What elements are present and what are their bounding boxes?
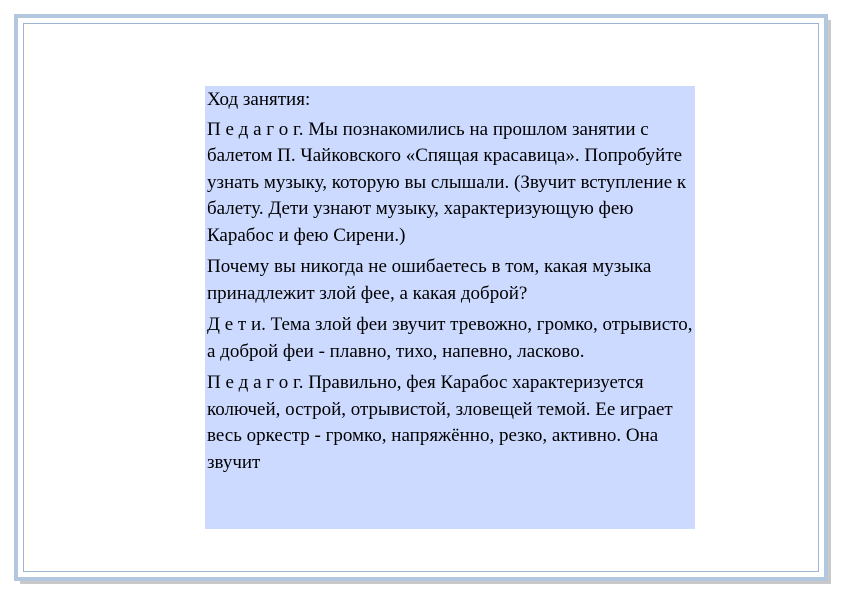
paragraph-question: Почему вы никогда не ошибаетесь в том, какая музыка принадлежит злой фее, а какая доброй? [207,256,652,304]
frame-shadow-bottom [20,581,831,584]
lesson-text-block [205,86,695,529]
frame-shadow-right [828,20,831,584]
paragraph-teacher-explanation: П е д а г о г. Правильно, фея Карабос характеризуется колючей, острой, отрывистой, зловещей темой. Ее играет весь оркестр - громко, напряжённо, резко, активно. Она звучит [207,372,673,473]
paragraph-children-answer: Д е т и. Тема злой феи звучит тревожно, громко, отрывисто, а доброй феи - плавно, тихо, напевно, ласково. [207,314,693,362]
paragraph-teacher-intro: П е д а г о г. Мы познакомились на прошлом занятии с балетом П. Чайковского «Спящая красавица». Попробуйте узнать музыку, которую вы слышали. (Звучит вступление к балету. Дети узнают музыку, характеризующую фею Карабос и фею Сирени.) [207,118,687,246]
lesson-heading: Ход занятия: [207,89,311,110]
